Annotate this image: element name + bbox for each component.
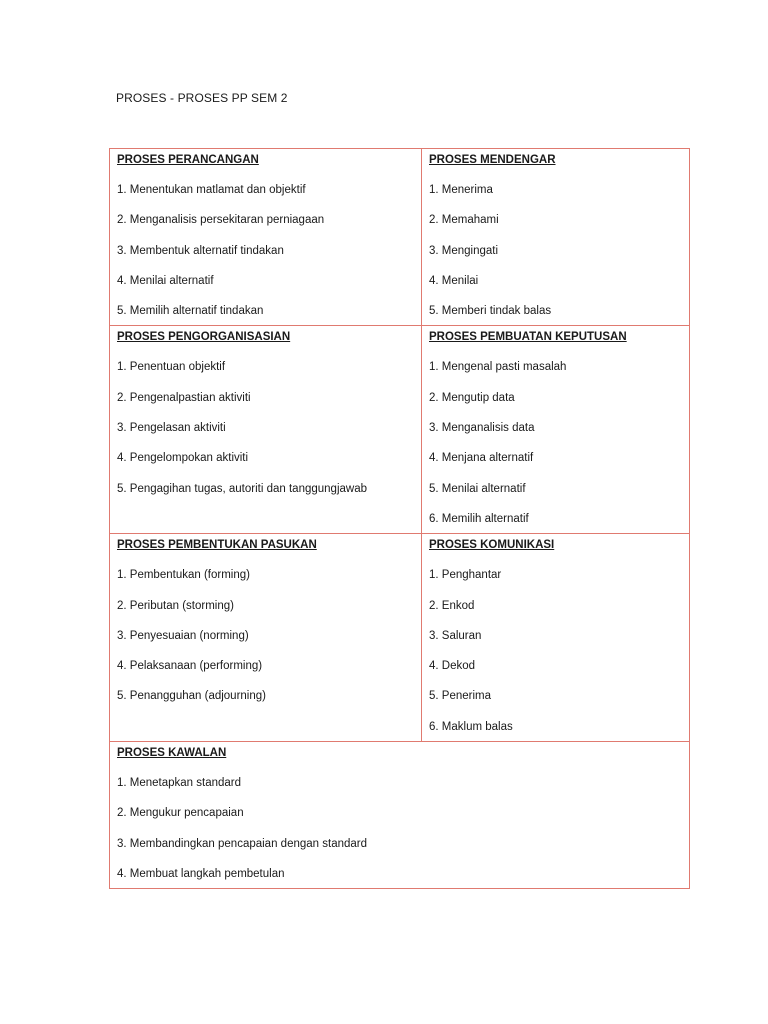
list-item: 4. Pelaksanaan (performing)	[117, 660, 263, 673]
section-list	[117, 360, 414, 496]
list-item: 1. Menerima	[429, 184, 493, 196]
section-heading: PROSES PEMBUATAN KEPUTUSAN	[429, 331, 627, 344]
list-item: 2. Peributan (storming)	[117, 599, 234, 612]
list-item: 1. Menetapkan standard	[117, 777, 242, 790]
table-row	[110, 742, 690, 889]
section-heading: PROSES MENDENGAR	[429, 154, 556, 166]
list-item: 6. Memilih alternatif	[429, 512, 529, 525]
list-item: 1. Mengenal pasti masalah	[429, 361, 567, 374]
list-item: 2. Menganalisis persekitaran perniagaan	[117, 214, 325, 227]
table-row	[110, 326, 690, 534]
section-list	[429, 568, 682, 735]
document-title: PROSES - PROSES PP SEM 2	[116, 91, 288, 105]
section-cell	[422, 149, 690, 326]
section-cell	[110, 742, 690, 889]
table-row	[110, 534, 690, 742]
section-list	[117, 568, 414, 704]
list-item: 3. Pengelasan aktiviti	[117, 422, 226, 435]
section-cell	[422, 534, 690, 742]
list-item: 5. Pengagihan tugas, autoriti dan tanggungjawab	[117, 482, 368, 495]
list-item: 1. Pembentukan (forming)	[117, 569, 250, 582]
list-item: 2. Mengutip data	[429, 391, 515, 404]
section-heading: PROSES PEMBENTUKAN PASUKAN	[117, 539, 317, 552]
list-item: 2. Enkod	[429, 599, 475, 612]
list-item: 4. Dekod	[429, 660, 476, 673]
list-item: 4. Menilai	[429, 274, 479, 287]
list-item: 3. Mengingati	[429, 244, 499, 257]
section-list	[429, 360, 682, 527]
list-item: 5. Memilih alternatif tindakan	[117, 305, 264, 318]
section-list	[117, 183, 414, 319]
list-item: 1. Penghantar	[429, 569, 502, 582]
section-list	[117, 776, 682, 882]
list-item: 4. Menjana alternatif	[429, 452, 534, 465]
list-item: 3. Menganalisis data	[429, 422, 535, 435]
list-item: 4. Menilai alternatif	[117, 274, 214, 287]
list-item: 5. Penerima	[429, 690, 492, 703]
section-heading: PROSES PENGORGANISASIAN	[117, 331, 291, 344]
section-cell	[422, 326, 690, 534]
list-item: 5. Memberi tindak balas	[429, 305, 552, 318]
list-item: 1. Penentuan objektif	[117, 361, 226, 374]
list-item: 4. Membuat langkah pembetulan	[117, 867, 285, 880]
list-item: 2. Pengenalpastian aktiviti	[117, 391, 251, 404]
list-item: 5. Penangguhan (adjourning)	[117, 690, 266, 703]
section-heading: PROSES KAWALAN	[117, 747, 227, 760]
section-heading: PROSES KOMUNIKASI	[429, 539, 555, 552]
section-cell	[110, 534, 422, 742]
list-item: 3. Penyesuaian (norming)	[117, 629, 249, 642]
list-item: 5. Menilai alternatif	[429, 482, 526, 495]
list-item: 4. Pengelompokan aktiviti	[117, 452, 249, 465]
list-item: 2. Mengukur pencapaian	[117, 807, 244, 820]
table-row	[110, 149, 690, 326]
section-list	[429, 183, 682, 319]
section-heading: PROSES PERANCANGAN	[117, 154, 259, 166]
list-item: 1. Menentukan matlamat dan objektif	[117, 184, 306, 196]
list-item: 2. Memahami	[429, 214, 499, 227]
list-item: 3. Membandingkan pencapaian dengan standard	[117, 837, 367, 850]
section-cell	[110, 326, 422, 534]
list-item: 3. Membentuk alternatif tindakan	[117, 244, 284, 257]
process-table	[109, 148, 690, 889]
list-item: 3. Saluran	[429, 629, 482, 642]
list-item: 6. Maklum balas	[429, 720, 513, 733]
section-cell	[110, 149, 422, 326]
